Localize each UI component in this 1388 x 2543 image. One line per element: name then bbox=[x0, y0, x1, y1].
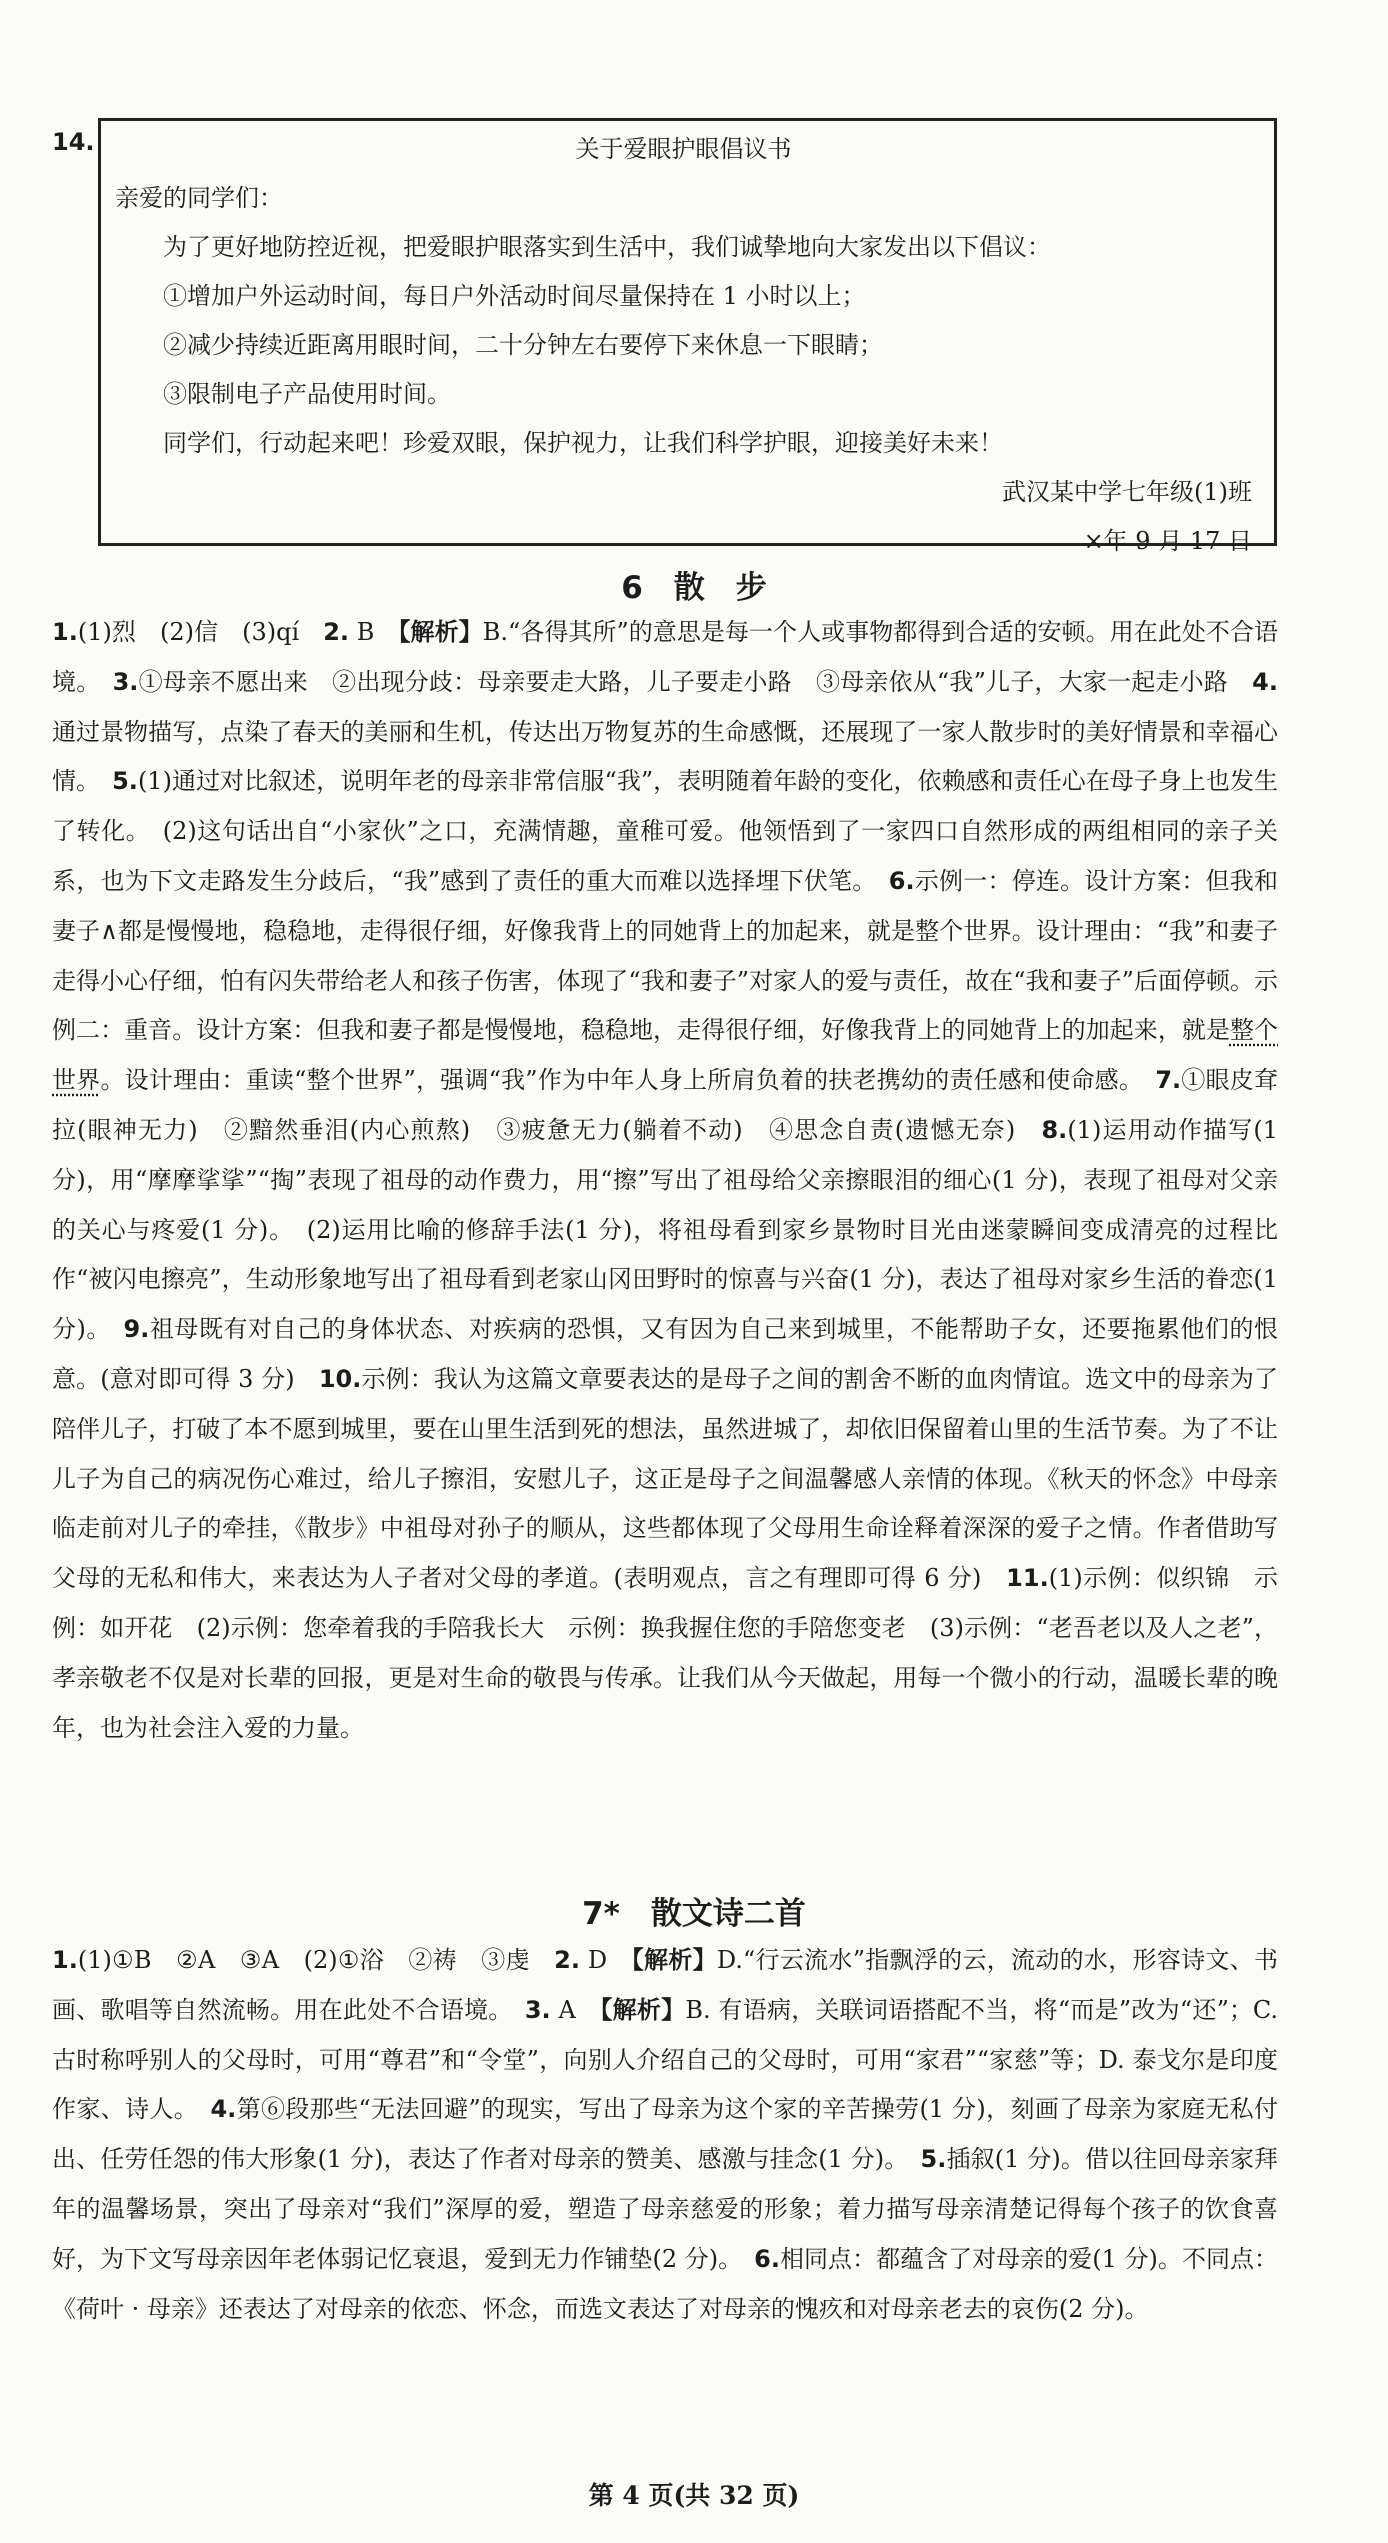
answer-7: ①眼皮耷拉(眼神无力) ②黯然垂泪(内心煎熬) ③疲惫无力(躺着不动) ④思念自责(遗憾无奈) bbox=[52, 1066, 1279, 1144]
section-6-answers: 1.(1)烈 (2)信 (3)qí 2. B 【解析】B.“各得其所”的意思是每一个人或事物都得到合适的安顿。用在此处不合语境。 3.①母亲不愿出来 ②出现分歧：母亲要走大路，儿子要走小路 ③母亲依从“我”儿子，大家一起走小路 4.通过景物描写，点染了春天的美丽和生机，传达出万物复苏的生命感慨，还展现了一家人散步时的美好情景和幸福心情。 5.(1)通过对比叙述，说明年老的母亲非常信服“我”，表明随着年龄的变化，依赖感和责任心在母子身上也发生了转化。 (2)这句话出自“小家伙”之口，充满情趣，童稚可爱。他领悟到了一家四口自然形成的两组相同的亲子关系，也为下文走路发生分歧后，“我”感到了责任的重大而难以选择埋下伏笔。 6.示例一：停连。设计方案：但我和妻子∧都是慢慢地，稳稳地，走得很仔细，好像我背上的同她背上的加起来，就是整个世界。设计理由：“我”和妻子走得小心仔细，怕有闪失带给老人和孩子伤害，体现了“我和妻子”对家人的爱与责任，故在“我和妻子”后面停顿。示例二：重音。设计方案：但我和妻子都是慢慢地，稳稳地，走得很仔细，好像我背上的同她背上的加起来，就是整个世界。设计理由：重读“整个世界”，强调“我”作为中年人身上所肩负着的扶老携幼的责任感和使命感。 7.①眼皮耷拉(眼神无力) ②黯然垂泪(内心煎熬) ③疲惫无力(躺着不动) ④思念自责(遗憾无奈) 8.(1)运用动作描写(1 分)，用“摩摩挲挲”“掏”表现了祖母的动作费力，用“擦”写出了祖母给父亲擦眼泪的细心(1 分)，表现了祖母对父亲的关心与疼爱(1 分)。 (2)运用比喻的修辞手法(1 分)，将祖母看到家乡景物时目光由迷蒙瞬间变成清亮的过程比作“被闪电擦亮”，生动形象地写出了祖母看到老家山冈田野时的惊喜与兴奋(1 分)，表达了祖母对家乡生活的眷恋(1 分)。 9.祖母既有对自己的身体状态、对疾病的恐惧，又有因为自己来到城里，不能帮助子女，还要拖累他们的恨意。(意对即可得 3 分) 10.示例：我认为这篇文章要表达的是母子之间的割舍不断的血肉情谊。选文中的母亲为了陪伴儿子，打破了本不愿到城里，要在山里生活到死的想法，虽然进城了，却依旧保留着山里的生活节奏。为了不让儿子为自己的病况伤心难过，给儿子擦泪，安慰儿子，这正是母子之间温馨感人亲情的体现。《秋天的怀念》中母亲临走前对儿子的牵挂，《散步》中祖母对孙子的顺从，这些都体现了父母用生命诠释着深深的爱子之情。作者借助写父母的无私和伟大，来表达为人子者对父母的孝道。(表明观点，言之有理即可得 6 分) 11.(1)示例：似织锦 示例：如开花 (2)示例：您牵着我的手陪我长大 示例：换我握住您的手陪您变老 (3)示例：“老吾老以及人之老”，孝亲敬老不仅是对长辈的回报，更是对生命的敬畏与传承。让我们从今天做起，用每一个微小的行动，温暖长辈的晚年，也为社会注入爱的力量。 bbox=[52, 618, 1279, 1742]
answer-6-part-a: 示例一：停连。设计方案：但我和妻子∧都是慢慢地，稳稳地，走得很仔细，好像我背上的同她背上的加起来，就是整个世界。设计理由：“我”和妻子走得小心仔细，怕有闪失带给老人和孩子伤害，体现了“我和妻子”对家人的爱与责任，故在“我和妻子”后面停顿。示例二：重音。设计方案：但我和妻子都是慢慢地，稳稳地，走得很仔细，好像我背上的同她背上的加起来，就是 bbox=[52, 866, 1278, 1045]
answer-8: (1)运用动作描写(1 分)，用“摩摩挲挲”“掏”表现了祖母的动作费力，用“擦”写出了祖母给父亲擦眼泪的细心(1 分)，表现了祖母对父亲的关心与疼爱(1 分)。 (2)运用比喻的修辞手法(1 分)，将祖母看到家乡景物时目光由迷蒙瞬间变成清亮的过程比作“被闪电擦亮”，生动形象地写出了祖母看到老家山冈田野时的惊喜与兴奋(1 分)，表达了祖母对家乡生活的眷恋(1 分)。 bbox=[52, 1115, 1278, 1344]
answer-1: (1)①B ②A ③A (2)①浴 ②祷 ③虔 bbox=[77, 1946, 555, 1974]
proposal-line: 为了更好地防控近视，把爱眼护眼落实到生活中，我们诚挚地向大家发出以下倡议： bbox=[163, 233, 1051, 261]
answer-2-analysis: B.“各得其所”的意思是每一个人或事物都得到合适的安顿。用在此处不合语境。 bbox=[52, 618, 1279, 696]
dotted-emphasis: 整个世界 bbox=[52, 1016, 1279, 1095]
answer-11: (1)示例：似织锦 示例：如开花 (2)示例：您牵着我的手陪我长大 示例：换我握住您的手陪您变老 (3)示例：“老吾老以及人之老”，孝亲敬老不仅是对长辈的回报，更是对生命的敬畏与传承。让我们从今天做起，用每一个微小的行动，温暖长辈的晚年，也为社会注入爱的力量。 bbox=[52, 1564, 1278, 1742]
question-14-number: 14. bbox=[52, 128, 95, 156]
section-7-heading: 7* 散文诗二首 bbox=[582, 1896, 806, 1932]
proposal-signature: 武汉某中学七年级(1)班 bbox=[1002, 478, 1252, 506]
answer-2: D bbox=[587, 1946, 632, 1974]
answer-10: 示例：我认为这篇文章要表达的是母子之间的割舍不断的血肉情谊。选文中的母亲为了陪伴儿子，打破了本不愿到城里，要在山里生活到死的想法，虽然进城了，却依旧保留着山里的生活节奏。为了不让儿子为自己的病况伤心难过，给儿子擦泪，安慰儿子，这正是母子之间温馨感人亲情的体现。《秋天的怀念》中母亲临走前对儿子的牵挂，《散步》中祖母对孙子的顺从，这些都体现了父母用生命诠释着深深的爱子之情。作者借助写父母的无私和伟大，来表达为人子者对父母的孝道。(表明观点，言之有理即可得 6 分) bbox=[52, 1364, 1278, 1593]
answer-3: A bbox=[558, 1995, 601, 2024]
analysis-label: 【解析】 bbox=[631, 1946, 717, 1974]
analysis-label: 【解析】 bbox=[600, 1995, 686, 2024]
proposal-greeting: 亲爱的同学们： bbox=[115, 184, 283, 212]
page-footer: 第 4 页(共 32 页) bbox=[588, 2481, 800, 2510]
answer-6-part-b: 。设计理由：重读“整个世界”，强调“我”作为中年人身上所肩负着的扶老携幼的责任感和使命感。 bbox=[100, 1066, 1156, 1095]
proposal-box bbox=[98, 118, 1277, 555]
section-7-answers: 1.(1)①B ②A ③A (2)①浴 ②祷 ③虔 2. D 【解析】D.“行云流水”指飘浮的云，流动的水，形容诗文、书画、歌唱等自然流畅。用在此处不合语境。 3. A 【解析】B. 有语病，关联词语搭配不当，将“而是”改为“还”；C. 古时称呼别人的父母时，可用“尊君”和“令堂”，向别人介绍自己的父母时，可用“家君”“家慈”等；D. 泰戈尔是印度作家、诗人。 4.第⑥段那些“无法回避”的现实，写出了母亲为这个家的辛苦操劳(1 分)，刻画了母亲为家庭无私付出、任劳任怨的伟大形象(1 分)，表达了作者对母亲的赞美、感激与挂念(1 分)。 5.插叙(1 分)。借以往回母亲家拜年的温馨场景，突出了母亲对“我们”深厚的爱，塑造了母亲慈爱的形象；着力描写母亲清楚记得每个孩子的饮食喜好，为下文写母亲因年老体弱记忆衰退，爱到无力作铺垫(2 分)。 6.相同点：都蕴含了对母亲的爱(1 分)。不同点：《荷叶 · 母亲》还表达了对母亲的依恋、怀念，而选文表达了对母亲的愧疚和对母亲老去的哀伤(2 分)。 bbox=[52, 1946, 1279, 2323]
answer-6: 相同点：都蕴含了对母亲的爱(1 分)。不同点：《荷叶 · 母亲》还表达了对母亲的依恋、怀念，而选文表达了对母亲的愧疚和对母亲老去的哀伤(2 分)。 bbox=[52, 2244, 1279, 2323]
answer-2-analysis: D.“行云流水”指飘浮的云，流动的水，形容诗文、书画、歌唱等自然流畅。用在此处不合语境。 bbox=[52, 1946, 1278, 2024]
answer-2: B bbox=[356, 618, 399, 646]
answer-1: (1)烈 (2)信 (3)qí bbox=[77, 618, 324, 646]
answer-4: 第⑥段那些“无法回避”的现实，写出了母亲为这个家的辛苦操劳(1 分)，刻画了母亲为家庭无私付出、任劳任怨的伟大形象(1 分)，表达了作者对母亲的赞美、感激与挂念(1 分)。 bbox=[52, 2095, 1279, 2174]
proposal-line: ③限制电子产品使用时间。 bbox=[163, 380, 451, 408]
proposal-title: 关于爱眼护眼倡议书 bbox=[575, 135, 792, 163]
answer-9: 祖母既有对自己的身体状态、对疾病的恐惧，又有因为自己来到城里，不能帮助子女，还要拖累他们的恨意。(意对即可得 3 分) bbox=[52, 1315, 1278, 1393]
answer-3-analysis: B. 有语病，关联词语搭配不当，将“而是”改为“还”；C. 古时称呼别人的父母时，可用“尊君”和“令堂”，向别人介绍自己的父母时，可用“家君”“家慈”等；D. 泰戈尔是印度作家、诗人。 bbox=[52, 1995, 1279, 2124]
proposal-line: 同学们，行动起来吧！珍爱双眼，保护视力，让我们科学护眼，迎接美好未来！ bbox=[163, 429, 1003, 457]
analysis-label: 【解析】 bbox=[398, 618, 483, 646]
answer-5: 插叙(1 分)。借以往回母亲家拜年的温馨场景，突出了母亲对“我们”深厚的爱，塑造了母亲慈爱的形象；着力描写母亲清楚记得每个孩子的饮食喜好，为下文写母亲因年老体弱记忆衰退，爱到无力作铺垫(2 分)。 bbox=[52, 2145, 1279, 2273]
proposal-line: ①增加户外运动时间，每日户外活动时间尽量保持在 1 小时以上； bbox=[163, 282, 866, 310]
section-6-heading: 6 散 步 bbox=[621, 570, 767, 606]
proposal-line: ②减少持续近距离用眼时间，二十分钟左右要停下来休息一下眼睛； bbox=[163, 331, 883, 359]
answer-3: ①母亲不愿出来 ②出现分歧：母亲要走大路，儿子要走小路 ③母亲依从“我”儿子，大家一起走小路 bbox=[138, 667, 1253, 696]
proposal-date: ×年 9 月 17 日 bbox=[1083, 527, 1252, 555]
answer-5: (1)通过对比叙述，说明年老的母亲非常信服“我”，表明随着年龄的变化，依赖感和责任心在母子身上也发生了转化。 (2)这句话出自“小家伙”之口，充满情趣，童稚可爱。他领悟到了一家四口自然形成的两组相同的亲子关系，也为下文走路发生分歧后，“我”感到了责任的重大而难以选择埋下伏笔。 bbox=[52, 767, 1278, 895]
answer-4: 通过景物描写，点染了春天的美丽和生机，传达出万物复苏的生命感慨，还展现了一家人散步时的美好情景和幸福心情。 bbox=[52, 717, 1278, 796]
